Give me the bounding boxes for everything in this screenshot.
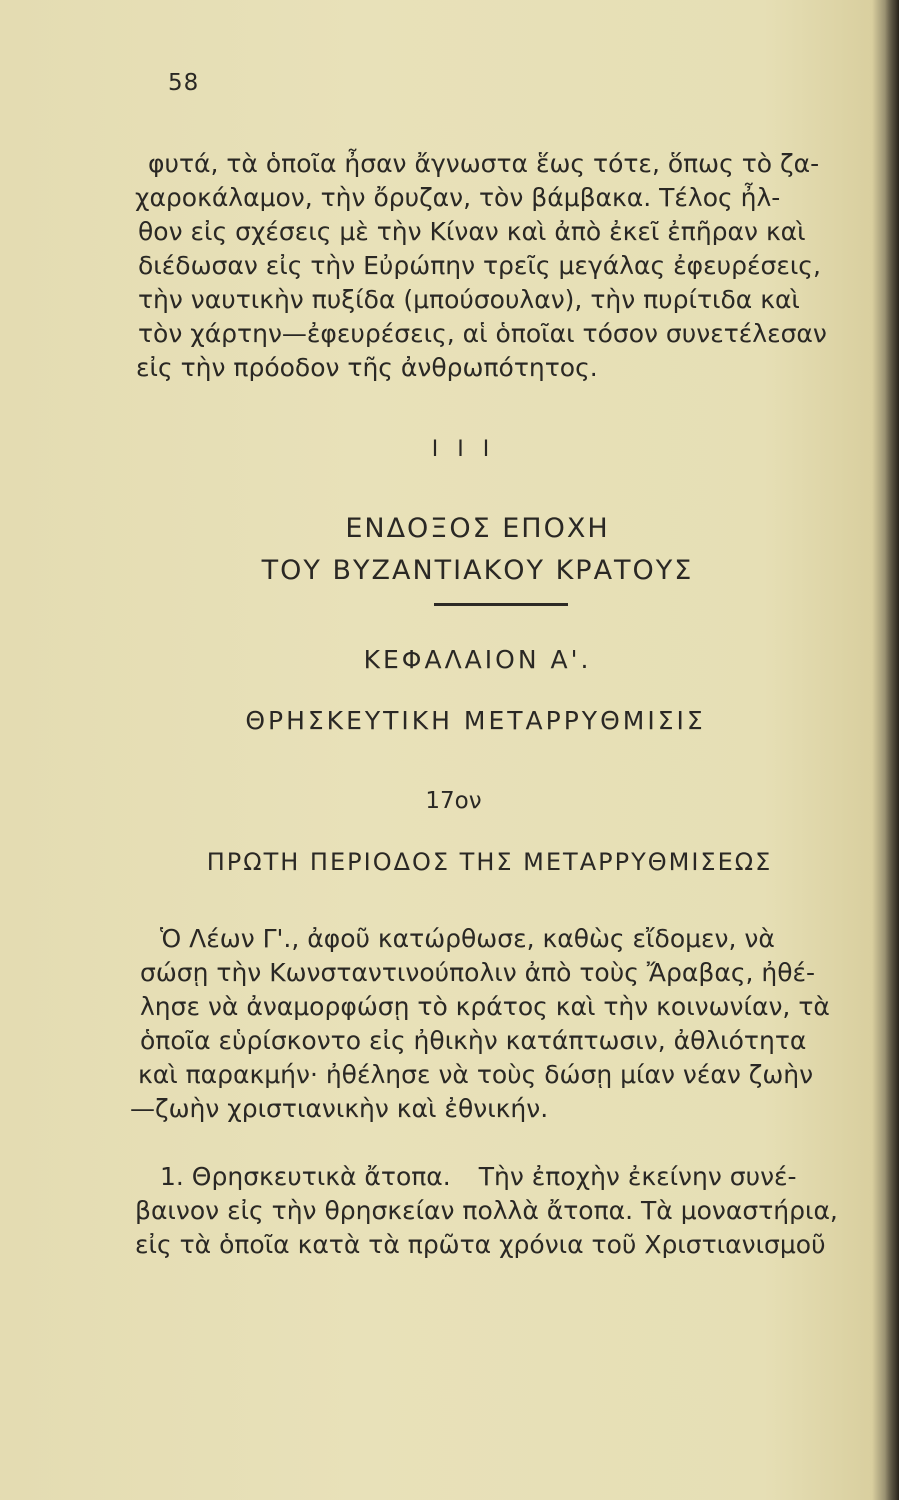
text-line: λησε νὰ ἀναμορφώσῃ τὸ κράτος καὶ τὴν κοινωνίαν, τὰ	[140, 992, 830, 1021]
section-title-line-1: ΕΝΔΟΞΟΣ ΕΠΟΧΗ	[345, 513, 610, 544]
text-line: ὁποῖα εὑρίσκοντο εἰς ἠθικὴν κατάπτωσιν, ἀθλιότητα	[140, 1026, 807, 1055]
text-line-continuation: Τὴν ἐποχὴν ἐκείνην συνέ-	[478, 1162, 797, 1191]
century-label: 17ον	[425, 788, 482, 814]
text-line: εἰς τὰ ὁποῖα κατὰ τὰ πρῶτα χρόνια τοῦ Χριστιανισμοῦ	[135, 1230, 826, 1259]
chapter-title: ΘΡΗΣΚΕΥΤΙΚΗ ΜΕΤΑΡΡΥΘΜΙΣΙΣ	[245, 706, 706, 735]
text-line: θον εἰς σχέσεις μὲ τὴν Κίναν καὶ ἀπὸ ἐκεῖ ἐπῆραν καὶ	[138, 217, 806, 246]
paragraph-intro	[130, 147, 850, 385]
title-divider-rule	[434, 603, 568, 606]
page-number: 58	[168, 70, 200, 96]
text-line: βαινον εἰς τὴν θρησκείαν πολλὰ ἄτοπα. Τὰ μοναστήρια,	[135, 1196, 838, 1225]
text-line: χαροκάλαμον, τὴν ὄρυζαν, τὸν βάμβακα. Τέλος ἦλ-	[135, 183, 781, 212]
inline-subheading: 1. Θρησκευτικὰ ἄτοπα.	[160, 1162, 451, 1191]
text-line: διέδωσαν εἰς τὴν Εὐρώπην τρεῖς μεγάλας ἐφευρέσεις,	[138, 251, 821, 280]
text-line: τὸν χάρτην—ἐφευρέσεις, αἱ ὁποῖαι τόσον συνετέλεσαν	[138, 319, 827, 348]
period-title: ΠΡΩΤΗ ΠΕΡΙΟΔΟΣ ΤΗΣ ΜΕΤΑΡΡΥΘΜΙΣΕΩΣ	[206, 848, 773, 876]
paragraph-leo	[130, 922, 850, 1126]
chapter-heading: ΚΕΦΑΛΑΙΟΝ Α'.	[363, 645, 592, 674]
paragraph-religious-absurdities	[130, 1160, 850, 1262]
page-edge-shadow	[885, 0, 899, 1500]
text-line: φυτά, τὰ ὁποῖα ἦσαν ἄγνωστα ἕως τότε, ὅπως τὸ ζα-	[148, 149, 820, 178]
text-line: εἰς τὴν πρόοδον τῆς ἀνθρωπότητος.	[136, 353, 598, 382]
section-number: I I I	[431, 437, 496, 462]
text-line	[130, 1160, 850, 1194]
text-line: τὴν ναυτικὴν πυξίδα (μπούσουλαν), τὴν πυρίτιδα καὶ	[138, 285, 800, 314]
section-title-line-2: ΤΟΥ ΒΥΖΑΝΤΙΑΚΟΥ ΚΡΑΤΟΥΣ	[261, 555, 694, 586]
text-line: —ζωὴν χριστιανικὴν καὶ ἐθνικήν.	[130, 1094, 549, 1123]
text-line: σώσῃ τὴν Κωνσταντινούπολιν ἀπὸ τοὺς Ἄραβας, ἠθέ-	[140, 958, 816, 987]
text-line: Ὁ Λέων Γ'., ἀφοῦ κατώρθωσε, καθὼς εἴδομεν, νὰ	[160, 924, 775, 953]
text-line: καὶ παρακμήν· ἠθέλησε νὰ τοὺς δώσῃ μίαν νέαν ζωὴν	[138, 1060, 814, 1089]
